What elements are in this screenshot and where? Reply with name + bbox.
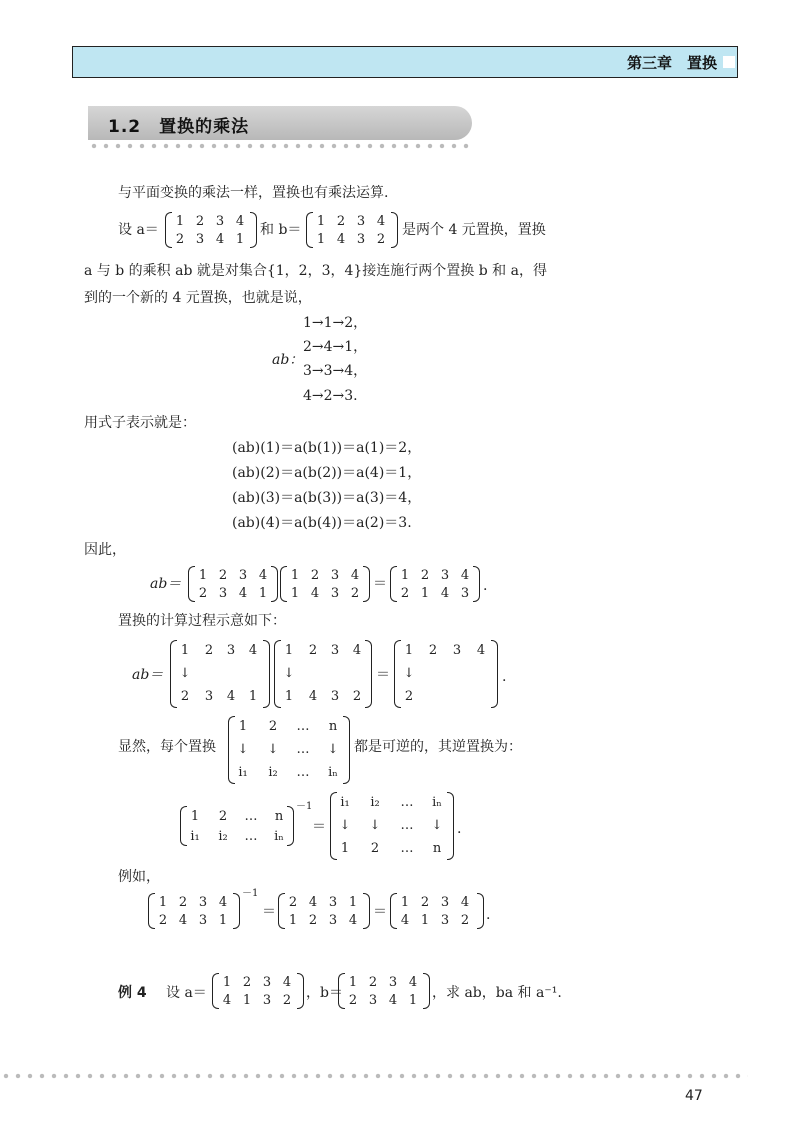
process-equals: ＝ bbox=[376, 667, 390, 683]
matrix-a: 1 2 3 4 2 3 4 1 bbox=[165, 212, 257, 248]
example4-text-3: ，求 ab，ba 和 a⁻¹. bbox=[432, 985, 562, 1001]
example4-text-1: 设 a＝ bbox=[166, 985, 207, 1001]
formula-1: (ab)(1)＝a(b(1))＝a(1)＝2， bbox=[232, 440, 422, 456]
matrix-ab-result: 1 2 3 4 2 1 4 3 bbox=[390, 566, 480, 602]
dotted-divider-bottom bbox=[0, 1073, 748, 1079]
matrix-ex-result: 1 2 3 4 4 1 3 2 bbox=[390, 893, 484, 929]
matrix-process-a: 1 2 3 4 ↓ 2 3 4 1 bbox=[170, 640, 270, 708]
ex-inverse-superscript: －1 bbox=[242, 888, 259, 899]
page-number: 47 bbox=[685, 1088, 703, 1104]
ab-eq-label: ab＝ bbox=[150, 576, 182, 592]
formula-intro: 用式子表示就是： bbox=[84, 415, 196, 431]
dotted-divider-top bbox=[88, 143, 472, 149]
mapping-label: ab： bbox=[272, 352, 304, 368]
def-text-1b: 和 b＝ bbox=[260, 222, 302, 238]
ab-period: . bbox=[483, 578, 488, 594]
process-text: 置换的计算过程示意如下： bbox=[118, 613, 286, 629]
matrix-ex-a: 1 2 3 4 2 4 3 1 bbox=[148, 893, 240, 929]
formula-3: (ab)(3)＝a(b(3))＝a(3)＝4， bbox=[232, 490, 422, 506]
matrix-general-2row: 1 2 … n i₁ i₂ … iₙ bbox=[180, 806, 294, 846]
therefore-text: 因此， bbox=[84, 542, 126, 558]
matrix-general: 1 2 … n ↓ ↓ … ↓ i₁ i₂ … iₙ bbox=[228, 716, 350, 784]
def-text-3: 到的一个新的 4 元置换，也就是说， bbox=[84, 290, 312, 306]
matrix-ab-a: 1 2 3 4 2 3 4 1 bbox=[188, 566, 278, 602]
chapter-header-bar bbox=[72, 46, 738, 78]
formula-2: (ab)(2)＝a(b(2))＝a(4)＝1， bbox=[232, 465, 422, 481]
matrix-process-b: 1 2 3 4 ↓ 1 4 3 2 bbox=[274, 640, 372, 708]
process-period: . bbox=[502, 669, 507, 685]
def-text-1a: 设 a＝ bbox=[118, 222, 159, 238]
header-square-icon bbox=[723, 56, 735, 68]
example4-text-2: ，b＝ bbox=[306, 985, 343, 1001]
matrix-ex4-b: 1 2 3 4 2 3 4 1 bbox=[338, 973, 430, 1009]
obvious-pre: 显然，每个置换 bbox=[118, 739, 216, 755]
matrix-ab-b: 1 2 3 4 1 4 3 2 bbox=[280, 566, 370, 602]
intro-text: 与平面变换的乘法一样，置换也有乘法运算. bbox=[118, 185, 389, 201]
inverse-equals: ＝ bbox=[312, 819, 326, 835]
ex-equals-2: ＝ bbox=[373, 904, 387, 920]
section-heading-tab bbox=[88, 106, 472, 140]
ex-equals-1: ＝ bbox=[262, 904, 276, 920]
matrix-b: 1 2 3 4 1 4 3 2 bbox=[306, 212, 398, 248]
def-text-2: a 与 b 的乘积 ab 就是对集合{1，2，3，4}接连施行两个置换 b 和 a，得 bbox=[84, 263, 547, 279]
for-example: 例如， bbox=[118, 869, 160, 885]
obvious-post: 都是可逆的，其逆置换为： bbox=[354, 739, 522, 755]
process-ab-label: ab＝ bbox=[132, 667, 164, 683]
ab-equals: ＝ bbox=[373, 576, 387, 592]
mapping-row-3: 3→3→4， bbox=[303, 363, 368, 379]
mapping-row-1: 1→1→2， bbox=[303, 315, 368, 331]
matrix-ex-swap: 2 4 3 1 1 2 3 4 bbox=[278, 893, 370, 929]
section-title: 1.2 置换的乘法 bbox=[108, 117, 250, 137]
chapter-title: 第三章 置换 bbox=[626, 54, 717, 72]
matrix-process-result: 1 2 3 4 ↓ 2 bbox=[394, 640, 498, 708]
matrix-inverse-general: i₁ i₂ … iₙ ↓ ↓ … ↓ 1 2 … n bbox=[330, 792, 454, 860]
example4-label: 例 4 bbox=[118, 985, 147, 1001]
matrix-ex4-a: 1 2 3 4 4 1 3 2 bbox=[212, 973, 304, 1009]
inverse-superscript: －1 bbox=[296, 801, 313, 812]
formula-4: (ab)(4)＝a(b(4))＝a(2)＝3. bbox=[232, 515, 412, 531]
mapping-row-4: 4→2→3. bbox=[303, 388, 358, 404]
mapping-row-2: 2→4→1， bbox=[303, 339, 368, 355]
inverse-period: . bbox=[457, 821, 462, 837]
ex-period: . bbox=[486, 907, 491, 923]
def-text-1c: 是两个 4 元置换，置换 bbox=[402, 222, 546, 238]
